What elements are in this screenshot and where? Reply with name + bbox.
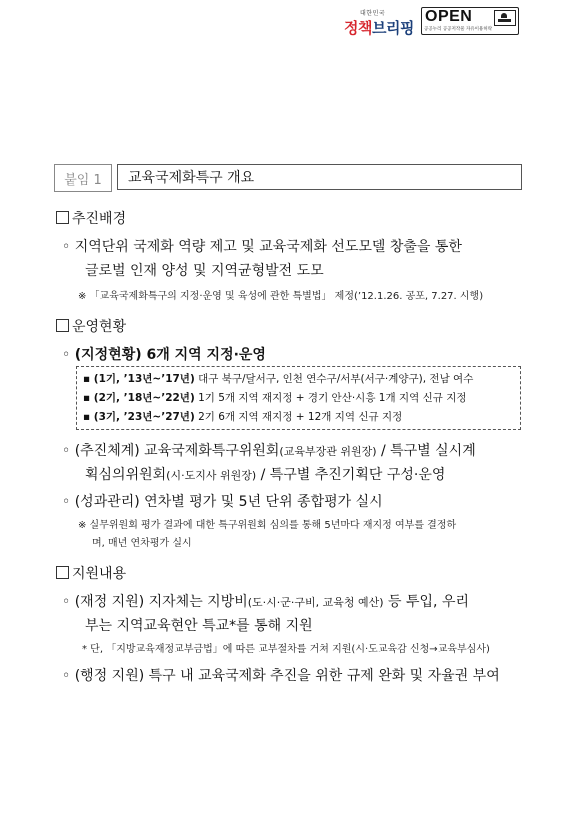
- logo-main-text: 정책브리핑: [344, 19, 414, 37]
- kogl-open-logo: [421, 7, 519, 35]
- checkbox-square-icon: [56, 319, 69, 332]
- financial-note: * 단, 「지방교육재정교부금법」에 따른 교부절차를 거쳐 지원(시·도교육감 신청→교육부심사): [82, 644, 490, 655]
- designation-status-line: ◦ (지정현황) 6개 지역 지정·운영: [62, 347, 266, 363]
- designation-row-2: ▪ (2기, ’18년~’22년) 1기 5개 지역 재지정 + 경기 안산·시흥 1개 지역 신규 지정: [83, 392, 467, 404]
- system-line1: ◦ (추진체계) 교육국제화특구위원회(교육부장관 위원장) / 특구별 실시계: [62, 443, 476, 459]
- checkbox-square-icon: [56, 566, 69, 579]
- financial-line1: ◦ (재정 지원) 지자체는 지방비(도·시·군·구비, 교육청 예산) 등 투입, 우리: [62, 594, 469, 610]
- open-subtext: 공공누리 공공저작물 자유이용허락: [424, 27, 493, 32]
- background-bullet-line2: 글로벌 인재 양성 및 지역균형발전 도모: [85, 263, 324, 279]
- designation-detail-box: [76, 366, 521, 430]
- financial-line2: 부는 지역교육현안 특교*를 통해 지원: [85, 618, 313, 634]
- background-note: ※ 「교육국제화특구의 지정·운영 및 육성에 관한 특별법」 제정(’12.1.26. 공포, 7.27. 시행): [78, 291, 484, 302]
- designation-row-1: ▪ (1기, ’13년~’17년) 대구 북구/달서구, 인천 연수구/서부(서구·계양구), 전남 여수: [83, 373, 474, 385]
- performance-note-line2: 며, 매년 연차평가 실시: [92, 538, 192, 549]
- section-heading-support: 지원내용: [56, 563, 126, 583]
- policy-briefing-logo: [344, 6, 414, 38]
- background-bullet-line1: ◦ 지역단위 국제화 역량 제고 및 교육국제화 선도모델 창출을 통한: [62, 239, 462, 255]
- system-line2: 획심의위원회(시·도지사 위원장) / 특구별 추진기획단 구성·운영: [85, 467, 446, 483]
- administrative-line: ◦ (행정 지원) 특구 내 교육국제화 추진을 위한 규제 완화 및 자율권 부여: [62, 668, 500, 684]
- open-label: OPEN: [425, 8, 473, 25]
- performance-note-line1: ※ 실무위원회 평가 결과에 대한 특구위원회 심의를 통해 5년마다 재지정 여부를 결정하: [78, 520, 457, 531]
- attachment-label: 붙임 1: [54, 164, 112, 192]
- section-heading-status: 운영현황: [56, 316, 126, 336]
- designation-row-3: ▪ (3기, ’23년~’27년) 2기 6개 지역 재지정 + 12개 지역 신규 지정: [83, 411, 403, 423]
- performance-line: ◦ (성과관리) 연차별 평가 및 5년 단위 종합평가 실시: [62, 494, 383, 510]
- kogl-badge-icon: [494, 10, 516, 26]
- checkbox-square-icon: [56, 211, 69, 224]
- page-title: 교육국제화특구 개요: [117, 164, 522, 190]
- section-heading-background: 추진배경: [56, 208, 126, 228]
- logo-small-text: 대한민국: [360, 10, 386, 17]
